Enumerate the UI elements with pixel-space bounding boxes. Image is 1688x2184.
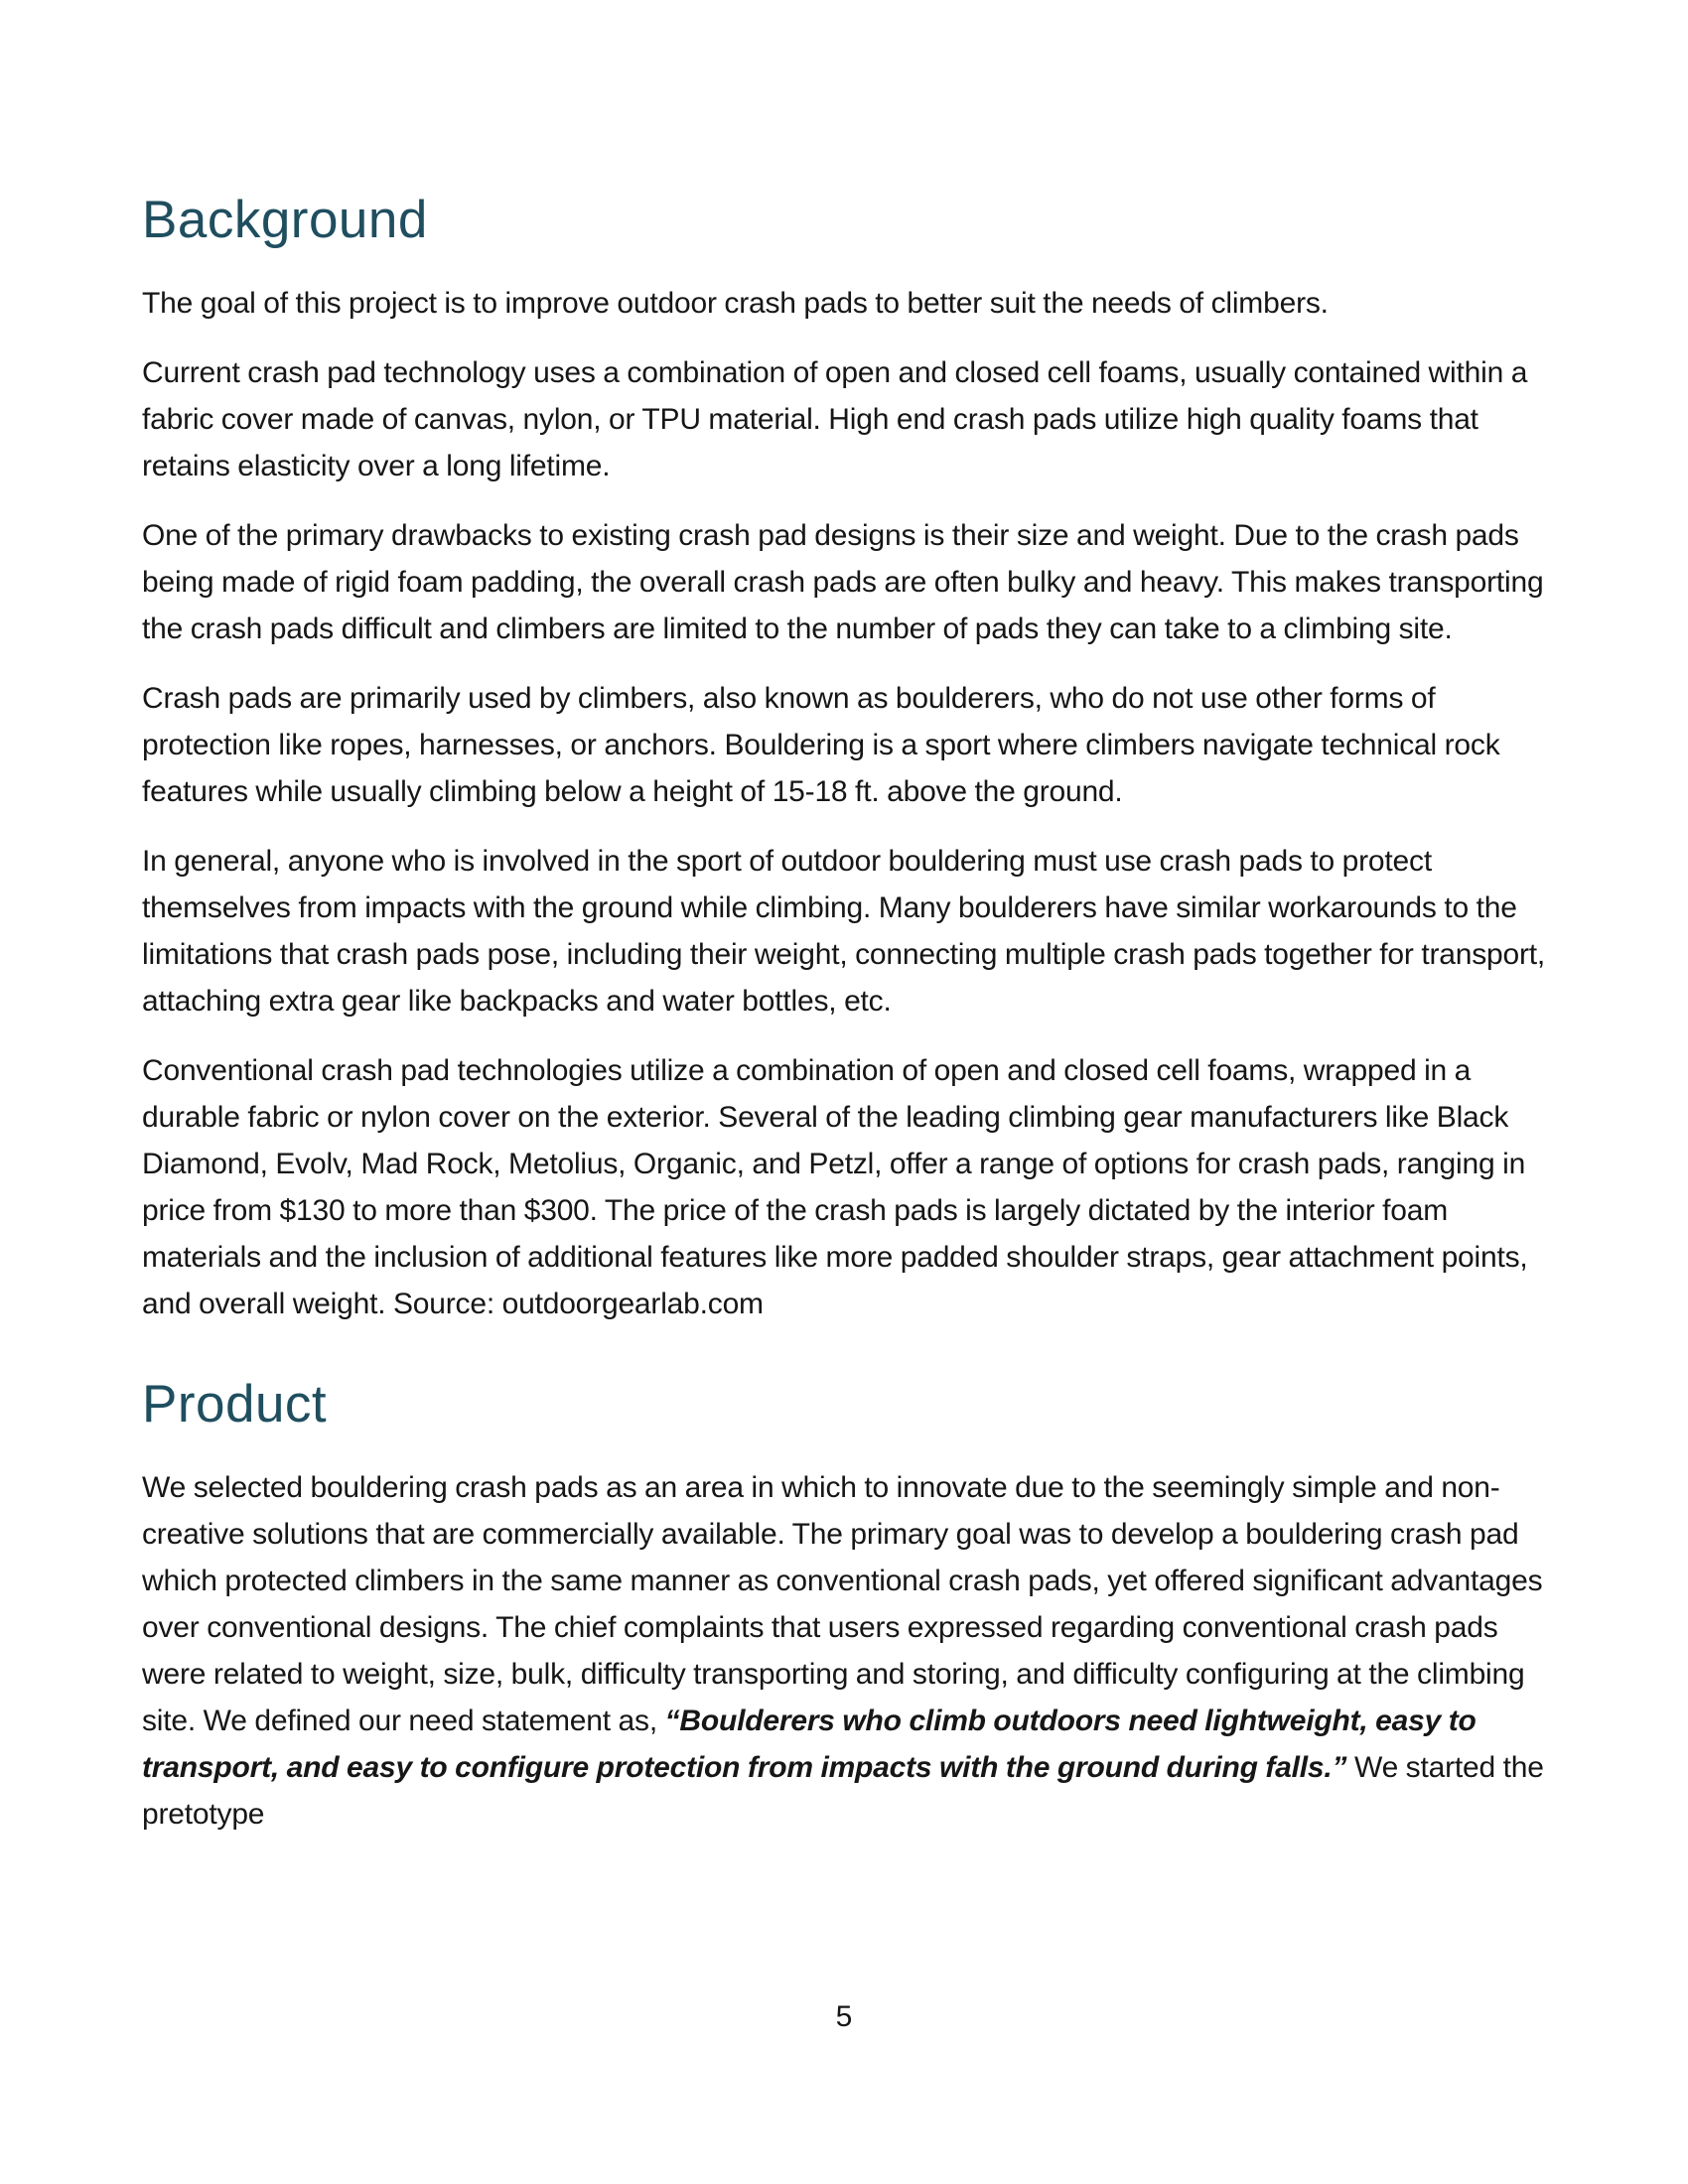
background-paragraph-2: Current crash pad technology uses a combination of open and closed cell foams, usually contained within a fabric cover made of canvas, nylon, or TPU material. High end crash pads utilize high quality foams that retains elasticity over a long lifetime. (142, 356, 1528, 482)
product-paragraph-1 (142, 1464, 1546, 1838)
background-paragraph-3: One of the primary drawbacks to existing crash pad designs is their size and weight. Due to the crash pads being made of rigid foam padding, the overall crash pads are often bulky and heavy. This makes transporting the crash pads difficult and climbers are limited to the number of pads they can take to a climbing site. (142, 519, 1544, 645)
background-paragraph-6: Conventional crash pad technologies utilize a combination of open and closed cell foams, wrapped in a durable fabric or nylon cover on the exterior. Several of the leading climbing gear manufacturers like Black Diamond, Evolv, Mad Rock, Metolius, Organic, and Petzl, offer a range of options for crash pads, ranging in price from $130 to more than $300. The price of the crash pads is largely dictated by the interior foam materials and the inclusion of additional features like more padded shoulder straps, gear attachment points, and overall weight. Source: outdoorgearlab.com (142, 1054, 1528, 1320)
background-paragraph-1: The goal of this project is to improve outdoor crash pads to better suit the needs of climbers. (142, 287, 1329, 320)
section-product (142, 1369, 1546, 1838)
background-paragraph-4: Crash pads are primarily used by climbers, also known as boulderers, who do not use other forms of protection like ropes, harnesses, or anchors. Bouldering is a sport where climbers navigate technical rock features while usually climbing below a height of 15-18 ft. above the ground. (142, 682, 1500, 808)
product-paragraph-outro: We started the pretotype (142, 1751, 1544, 1831)
section-background (142, 185, 1546, 1327)
need-statement-quote: “Boulderers who climb outdoors need lightweight, easy to transport, and easy to configure protection from impacts with the ground during falls.” (142, 1705, 1477, 1784)
product-paragraph-intro: We selected bouldering crash pads as an area in which to innovate due to the seemingly simple and non-creative solutions that are commercially available. The primary goal was to develop a bouldering crash pad which protected climbers in the same manner as conventional crash pads, yet offered significant advantages over conventional designs. The chief complaints that users expressed regarding conventional crash pads were related to weight, size, bulk, difficulty transporting and storing, and difficulty configuring at the climbing site. We defined our need statement as, (142, 1471, 1543, 1737)
page-number: 5 (835, 2000, 853, 2033)
background-paragraph-5: In general, anyone who is involved in the sport of outdoor bouldering must use crash pads to protect themselves from impacts with the ground while climbing. Many boulderers have similar workarounds to the limitations that crash pads pose, including their weight, connecting multiple crash pads together for transport, attaching extra gear like backpacks and water bottles, etc. (142, 845, 1546, 1018)
product-heading: Product (142, 1375, 328, 1433)
background-heading: Background (142, 191, 428, 249)
